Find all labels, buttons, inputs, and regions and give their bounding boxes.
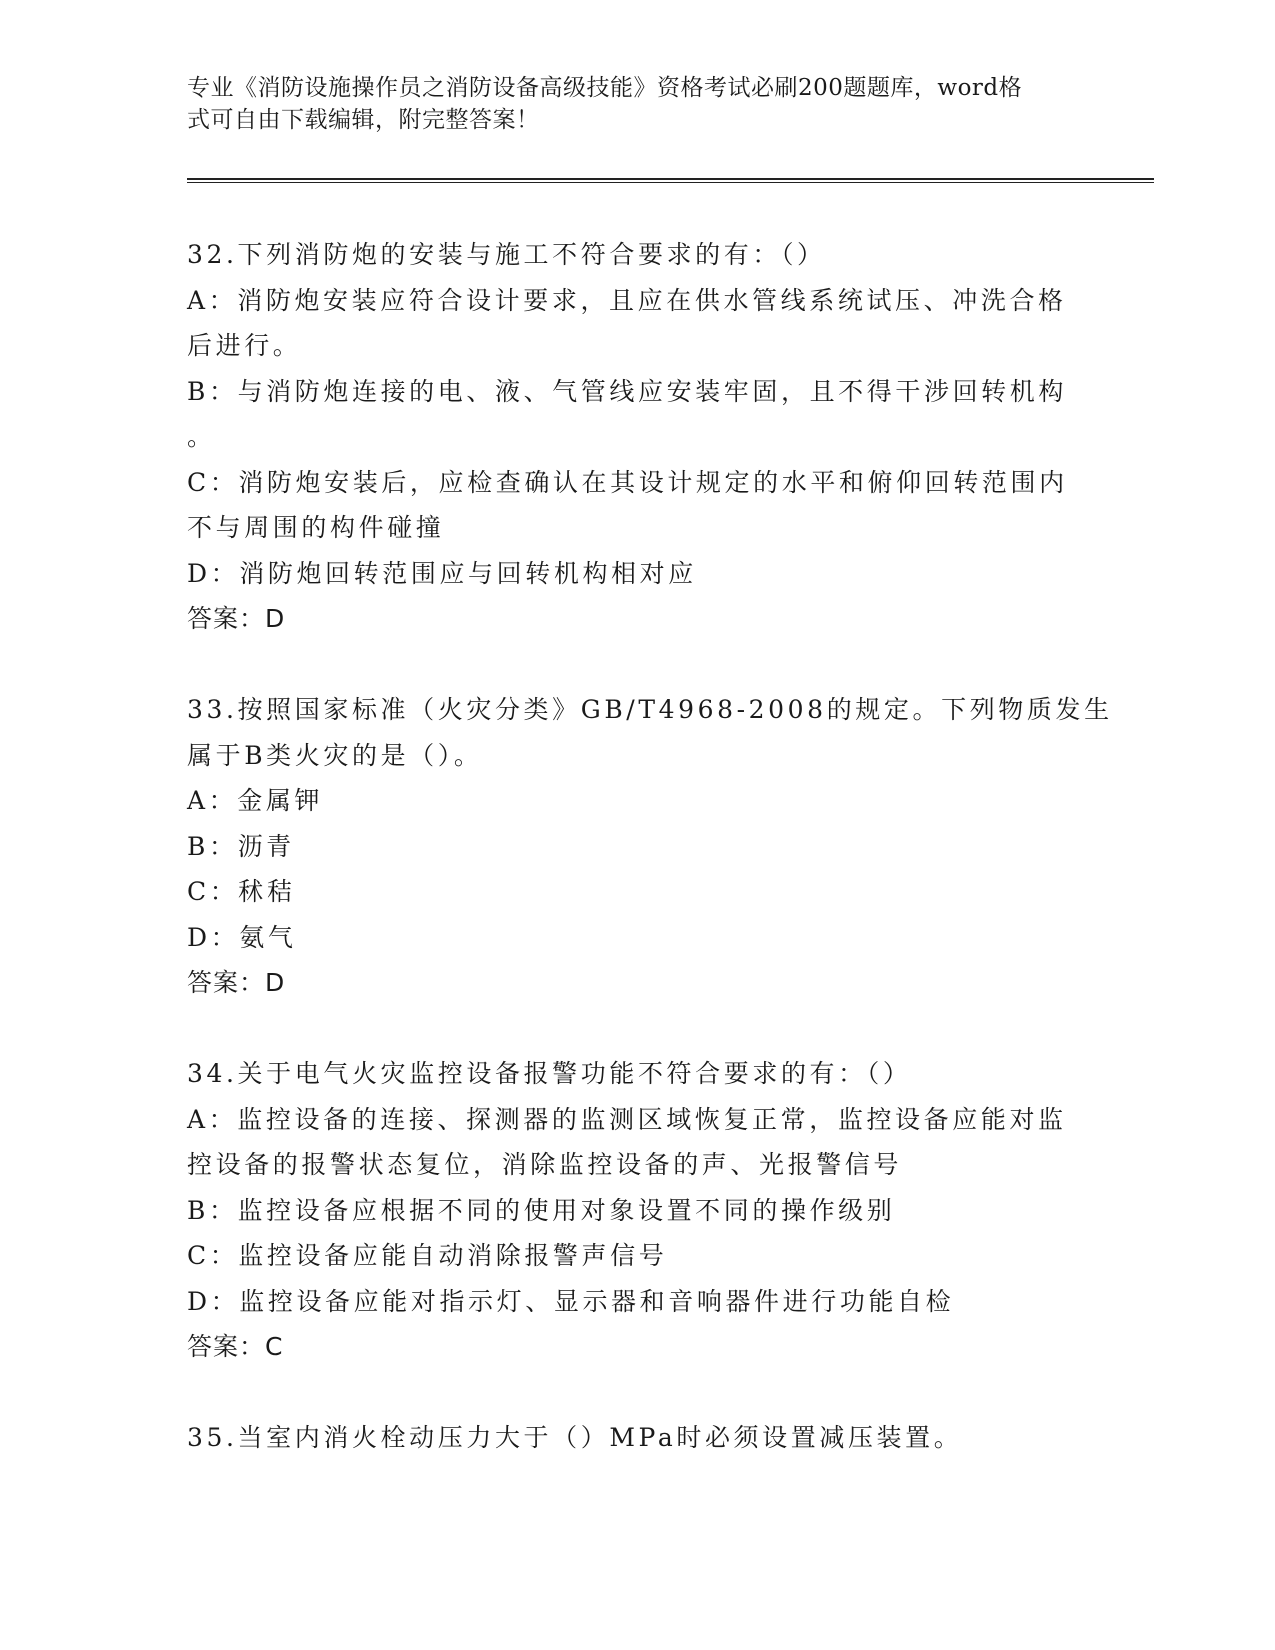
question-34-option-c: C：监控设备应能自动消除报警声信号 [187,1241,668,1270]
question-33-option-a: A：金属钾 [187,786,324,815]
question-32-option-b-cont: 。 [187,422,216,451]
question-32-answer: 答案：D [187,604,286,633]
question-32-stem: 32.下列消防炮的安装与施工不符合要求的有：（） [187,240,826,269]
question-34-option-b: B：监控设备应根据不同的使用对象设置不同的操作级别 [187,1195,896,1225]
question-list [187,232,1113,1461]
spacer [187,642,1087,688]
question-33-stem-cont: 属于B类火灾的是（）。 [187,740,483,770]
document-header [187,72,1067,136]
question-35-stem: 35.当室内消火栓动压力大于（）MPa时必须设置减压装置。 [187,1423,963,1452]
header-line-1: 专业《消防设施操作员之消防设备高级技能》资格考试必刷200题题库，word格 [187,75,1023,101]
question-35 [187,1415,1087,1461]
question-33-option-d: D：氨气 [187,922,297,952]
question-32-option-c: C：消防炮安装后，应检查确认在其设计规定的水平和俯仰回转范围内 [187,467,1068,497]
spacer [187,1370,1087,1416]
question-32-option-c-cont: 不与周围的构件碰撞 [187,513,445,542]
question-34-answer: 答案：C [187,1332,284,1361]
header-divider [187,178,1154,183]
question-32-option-d: D：消防炮回转范围应与回转机构相对应 [187,558,697,588]
question-33-option-b: B：沥青 [187,831,295,861]
question-34-stem: 34.关于电气火灾监控设备报警功能不符合要求的有：（） [187,1059,912,1088]
question-34 [187,1051,1087,1370]
question-33-answer: 答案：D [187,968,286,997]
question-34-option-a-cont: 控设备的报警状态复位，消除监控设备的声、光报警信号 [187,1150,903,1179]
question-33-option-c: C：秫秸 [187,877,296,906]
question-32-option-a-cont: 后进行。 [187,331,302,360]
header-line-2: 式可自由下载编辑，附完整答案！ [187,107,540,133]
question-34-option-d: D：监控设备应能对指示灯、显示器和音响器件进行功能自检 [187,1286,955,1316]
question-33-stem: 33.按照国家标准（火灾分类》GB/T4968-2008的规定。下列物质发生 [187,695,1113,724]
spacer [187,1006,1087,1052]
question-33 [187,687,1113,1006]
question-32-option-a: A：消防炮安装应符合设计要求，且应在供水管线系统试压、冲洗合格 [187,285,1067,315]
question-32 [187,232,1087,642]
question-32-option-b: B：与消防炮连接的电、液、气管线应安装牢固，且不得干涉回转机构 [187,376,1067,406]
question-34-option-a: A：监控设备的连接、探测器的监测区域恢复正常，监控设备应能对监 [187,1104,1067,1134]
